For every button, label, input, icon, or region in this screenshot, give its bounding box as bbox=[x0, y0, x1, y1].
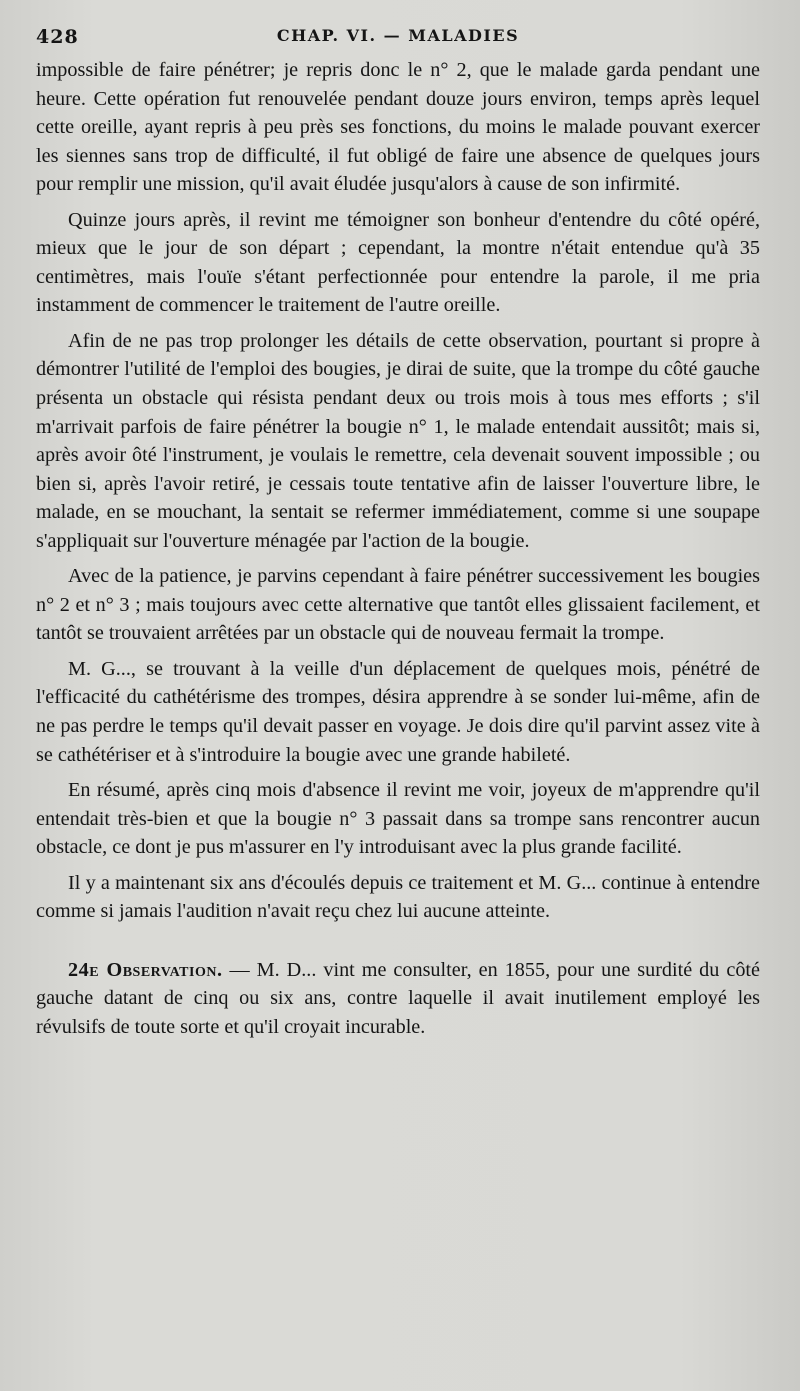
paragraph-continuation: impossible de faire pénétrer; je repris donc le n° 2, que le malade garda pendant une heure. Cette opération fut renouvelée pendant douze jours environ, temps après lequel cette oreille, ayant repris à peu près ses fonctions, du moins le malade pouvant exercer les siennes sans trop de difficulté, il fut obligé de faire une absence de quelques jours pour remplir une mission, qu'il avait éludée jusqu'alors à cause de son infirmité. bbox=[36, 59, 760, 196]
paragraph-il-y-a-maintenant: Il y a maintenant six ans d'écoulés depuis ce traitement et M. G... continue à entendre comme si jamais l'audition n'avait reçu chez lui aucune atteinte. bbox=[36, 871, 760, 923]
running-title: CHAP. VI. — MALADIES bbox=[276, 26, 520, 45]
page-number: 428 bbox=[36, 26, 79, 48]
paragraph-m-g: M. G..., se trouvant à la veille d'un déplacement de quelques mois, pénétré de l'efficacité du cathétérisme des trompes, désira apprendre à se sonder lui-même, afin de ne pas perdre le temps qu'il devait passer en voyage. Je dois dire qu'il parvint assez vite à se cathétériser et à s'introduire la bougie avec une grande habileté. bbox=[36, 657, 760, 766]
paragraph-en-resume: En résumé, après cinq mois d'absence il revint me voir, joyeux de m'apprendre qu'il entendait très-bien et que la bougie n° 3 passait dans sa trompe sans rencontrer aucun obstacle, ce dont je pus m'assurer en l'y introduisant avec la plus grande facilité. bbox=[36, 779, 760, 859]
paragraph-afin-de-ne-pas: Afin de ne pas trop prolonger les détails de cette observation, pourtant si propre à démontrer l'utilité de l'emploi des bougies, je dirai de suite, que la trompe du côté gauche présenta un obstacle qui résista pendant deux ou trois mois à tous mes efforts ; s'il m'arrivait parfois de faire pénétrer la bougie n° 1, le malade entendait aussitôt; mais si, après avoir ôté l'instrument, je voulais le remettre, cela devenait souvent impossible ; ou bien si, après l'avoir retiré, je cessais toute tentative afin de laisser l'ouverture libre, le malade, en se mouchant, la sentait se refermer immédiatement, comme si une soupape s'appliquait sur l'ouverture ménagée par l'action de la bougie. bbox=[36, 329, 760, 552]
observation-label: 24e Observation. bbox=[68, 958, 223, 981]
observation-paragraph bbox=[36, 956, 760, 1042]
paragraph-avec-de-la-patience: Avec de la patience, je parvins cependant à faire pénétrer successivement les bougies n° 2 et n° 3 ; mais toujours avec cette alternative que tantôt elles glissaient facilement, et tantôt se trouvaient arrêtées par un obstacle qui de nouveau fermait la trompe. bbox=[36, 565, 760, 645]
observation-text: — M. D... vint me consulter, en 1855, pour une surdité du côté gauche datant de cinq ou six ans, contre laquelle il avait inutilement employé les révulsifs de toute sorte et qu'il croyait incurable. bbox=[36, 958, 760, 1038]
body-text bbox=[36, 56, 760, 1042]
paragraph-quinze-jours: Quinze jours après, il revint me témoigner son bonheur d'entendre du côté opéré, mieux que le jour de son départ ; cependant, la montre n'était entendue qu'à 35 centimètres, mais l'ouïe s'étant perfectionnée pour entendre la parole, il me pria instamment de commencer le traitement de l'autre oreille. bbox=[36, 208, 760, 317]
running-head bbox=[36, 22, 760, 56]
